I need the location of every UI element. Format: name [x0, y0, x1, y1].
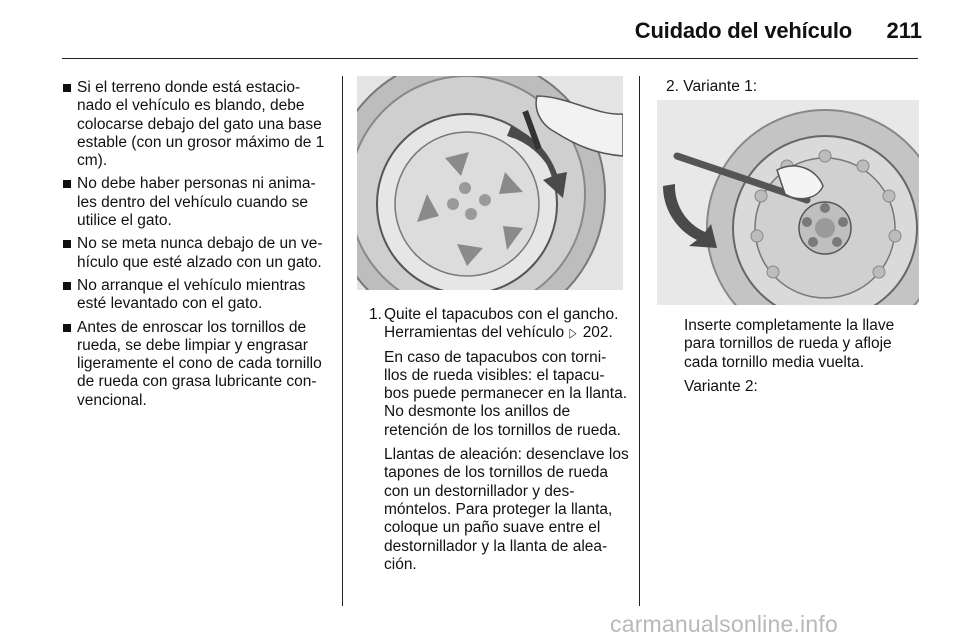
list-item: [63, 235, 331, 272]
wheel-hubcap-icon: [357, 76, 623, 290]
step-1: [369, 306, 629, 580]
list-item: [63, 79, 331, 170]
wheel-wrench-icon: [657, 100, 919, 305]
list-item: [63, 277, 331, 314]
step-instruction-text: Quite el tapacubos con el gancho. Herramientas del vehículo: [384, 306, 619, 342]
bullet-text: No debe haber personas ni anima-les dentro del vehículo cuando se utilice el gato.: [77, 175, 316, 230]
page-number: 211: [886, 18, 922, 43]
wheel-wrench-illustration: [657, 100, 919, 305]
triangle-reference-icon: ▷: [569, 325, 577, 341]
bullet-text: Si el terreno donde está estacio-nado el vehículo es blando, debe colocarse debajo del gato una base estable (con un grosor máximo de 1 cm).: [77, 79, 325, 170]
watermark: carmanualsonline.info: [610, 611, 838, 637]
hubcap-removal-illustration: [357, 76, 623, 290]
list-item: [63, 175, 331, 230]
step-instruction: [384, 306, 629, 343]
paragraph: Llantas de aleación: desenclave los tapones de los tornillos de rueda con un destornillador y des-móntelos. Para proteger la llanta, coloque un paño suave entre el destornillador y la llanta de alea-ción.: [384, 446, 629, 573]
paragraph: Inserte completamente la llave para tornillos de rueda y afloje cada tornillo media vuelta.: [684, 317, 895, 371]
bullet-list: [63, 79, 331, 415]
bullet-square-icon: [63, 240, 71, 248]
step-number: 2.: [666, 78, 679, 95]
bullet-text: Antes de enroscar los tornillos de rueda, se debe limpiar y engrasar ligeramente el cono de cada tornillo de rueda con grasa lubricante con-vencional.: [77, 318, 322, 409]
bullet-square-icon: [63, 180, 71, 188]
bullet-square-icon: [63, 282, 71, 290]
step-heading-text: Variante 1:: [683, 78, 758, 95]
page-title: Cuidado del vehículo: [634, 18, 852, 43]
step-number: 1.: [369, 306, 382, 323]
bullet-square-icon: [63, 324, 71, 332]
step-2-heading: [666, 78, 757, 96]
header-divider: [62, 58, 918, 59]
reference-page: 202.: [582, 324, 613, 342]
bullet-text: No arranque el vehículo mientras esté levantado con el gato.: [77, 276, 306, 313]
paragraph: En caso de tapacubos con torni-llos de rueda visibles: el tapacu-bos puede permanecer en la llanta. No desmonte los anillos de retención de los tornillos de rueda.: [384, 348, 627, 439]
step-2-body: [684, 317, 916, 396]
paragraph: Variante 2:: [684, 377, 758, 395]
column-divider-right: [639, 76, 640, 606]
bullet-square-icon: [63, 84, 71, 92]
column-divider-left: [342, 76, 343, 606]
bullet-text: No se meta nunca debajo de un ve-hículo que esté alzado con un gato.: [77, 235, 323, 271]
list-item: [63, 319, 331, 410]
